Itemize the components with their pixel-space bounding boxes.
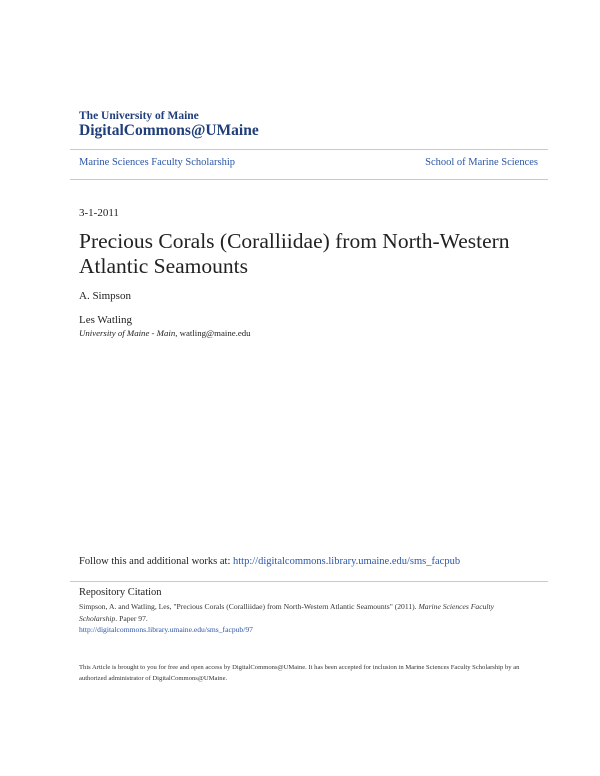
collection-link[interactable]: Marine Sciences Faculty Scholarship	[79, 157, 236, 168]
follow-line	[79, 556, 460, 567]
author-affiliation	[79, 328, 251, 338]
access-notice: This Article is brought to you for free and open access by DigitalCommons@UMaine. It has been accepted for inclusion in Marine Sciences Faculty Scholarship by an authorized administrator of DigitalCommons@UMaine.	[79, 664, 520, 682]
citation-main: Simpson, A. and Watling, Les, "Precious Corals (Coralliidae) from North-Western Atlantic Seamounts" (2011).	[79, 602, 419, 611]
author-email: , watling@maine.edu	[175, 328, 251, 338]
author-name: A. Simpson	[79, 290, 131, 302]
citation-series: Marine Sciences Faculty Scholarship	[79, 602, 494, 623]
citation-divider	[70, 581, 548, 582]
follow-link[interactable]: http://digitalcommons.library.umaine.edu/sms_facpub	[233, 556, 461, 567]
affiliation-name: University of Maine - Main	[79, 328, 176, 338]
citation-heading: Repository Citation	[79, 587, 162, 598]
citation-text	[79, 601, 534, 624]
citation-paper: . Paper 97.	[115, 613, 148, 623]
citation-link[interactable]: http://digitalcommons.library.umaine.edu/sms_facpub/97	[79, 625, 253, 634]
university-name: The University of Maine	[79, 110, 199, 122]
author-name: Les Watling	[79, 314, 132, 326]
follow-prefix: Follow this and additional works at:	[79, 556, 233, 567]
publication-date: 3-1-2011	[79, 207, 119, 219]
nav-top-divider	[70, 149, 548, 150]
repository-name[interactable]: DigitalCommons@UMaine	[79, 122, 259, 139]
nav-bottom-divider	[70, 179, 548, 180]
school-link[interactable]: School of Marine Sciences	[425, 157, 538, 168]
article-title: Precious Corals (Coralliidae) from North-Western Atlantic Seamounts	[79, 229, 510, 278]
